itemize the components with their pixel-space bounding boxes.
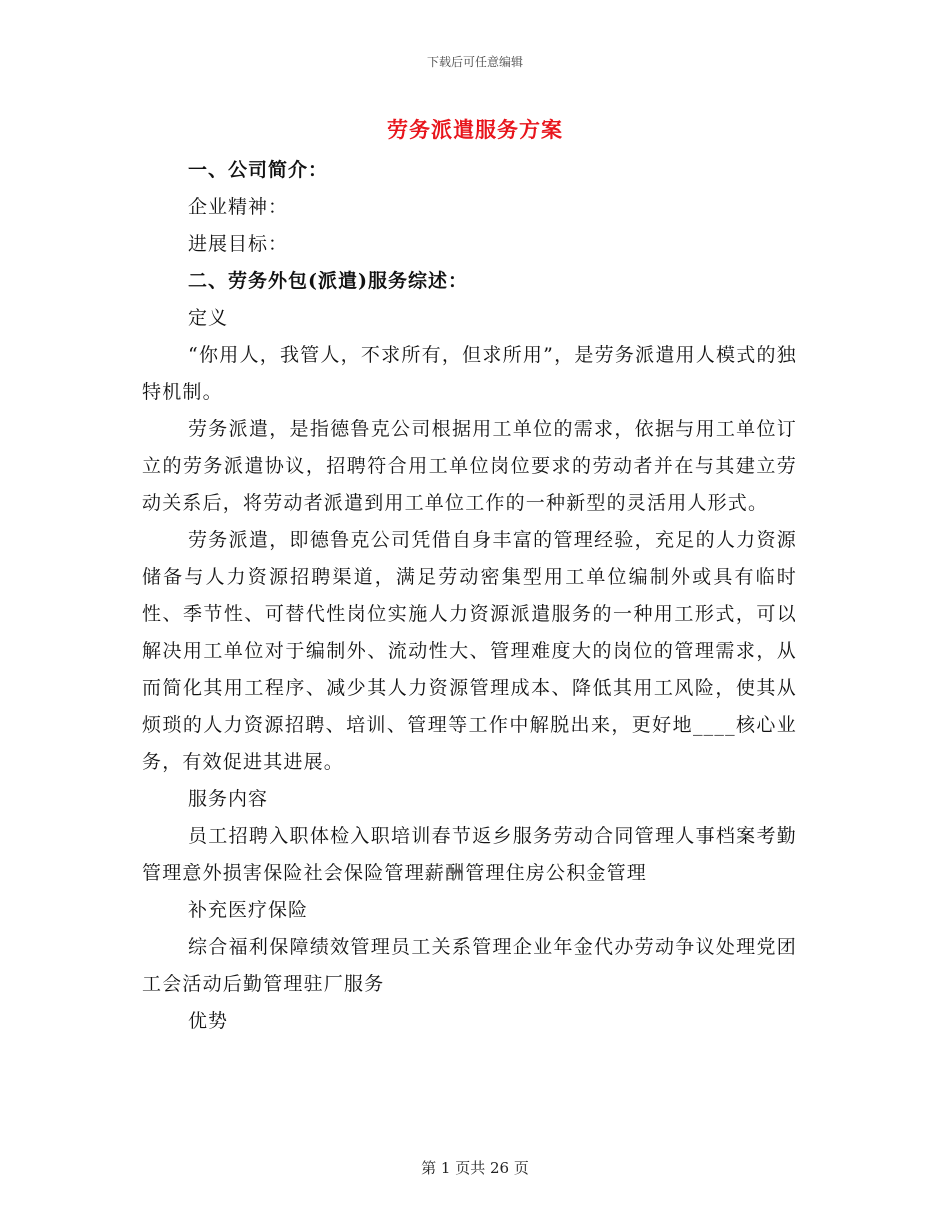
services-list-1: 员工招聘入职体检入职培训春节返乡服务劳动合同管理人事档案考勤管理意外损害保险社会保险管理薪酬管理住房公积金管理	[142, 825, 797, 884]
motto-paragraph: “你用人，我管人，不求所有，但求所用”，是劳务派遣用人模式的独特机制。	[142, 344, 797, 403]
explanation-paragraph: 劳务派遣，即德鲁克公司凭借自身丰富的管理经验，充足的人力资源储备与人力资源招聘渠道，满足劳动密集型用工单位编制外或具有临时性、季节性、可替代性岗位实施人力资源派遣服务的一种用工形式，可以解决用工单位对于编制外、流动性大、管理难度大的岗位的管理需求，从而简化其用工程序、减少其人力资源管理成本、降低其用工风险，使其从烦琐的人力资源招聘、培训、管理等工作中解脱出来，更好地____核心业务，有效促进其进展。	[142, 529, 797, 773]
advantages-heading: 优势	[188, 1010, 229, 1032]
definition-paragraph: 劳务派遣，是指德鲁克公司根据用工单位的需求，依据与用工单位订立的劳务派遣协议，招聘符合用工单位岗位要求的劳动者并在与其建立劳动关系后，将劳动者派遣到用工单位工作的一种新型的灵活用人形式。	[142, 418, 797, 514]
page-footer-info: 第 1 页共 26 页	[421, 1159, 529, 1177]
page-header-note: 下载后可任意编辑	[426, 55, 523, 69]
section1-heading: 一、公司简介：	[188, 159, 329, 181]
services-item-medical: 补充医疗保险	[188, 899, 309, 921]
document-title: 劳务派遣服务方案	[387, 117, 563, 142]
section2-heading: 二、劳务外包(派遣)服务综述：	[188, 270, 468, 292]
services-heading: 服务内容	[188, 788, 269, 810]
services-list-2: 综合福利保障绩效管理员工关系管理企业年金代办劳动争议处理党团工会活动后勤管理驻厂服务	[142, 936, 797, 995]
enterprise-spirit-label: 企业精神：	[188, 196, 289, 218]
definition-heading: 定义	[188, 307, 229, 329]
document-body	[142, 152, 797, 1040]
development-goal-label: 进展目标：	[188, 233, 289, 255]
